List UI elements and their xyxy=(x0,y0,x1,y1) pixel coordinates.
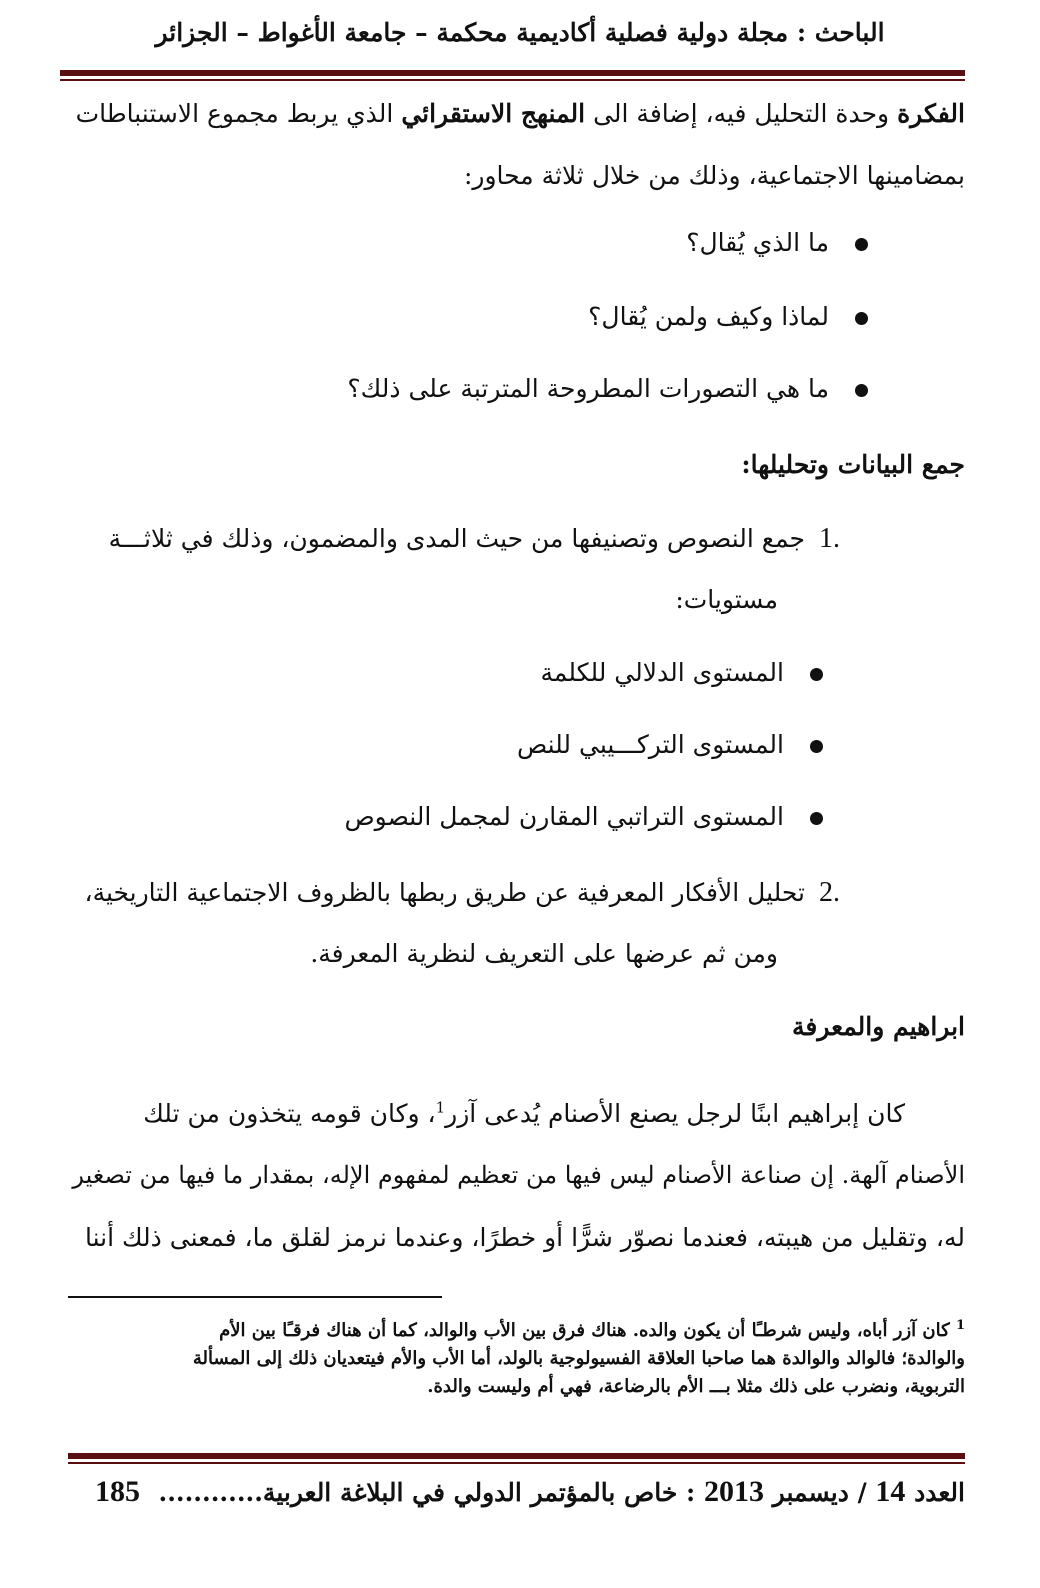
header-rule xyxy=(60,70,965,76)
level-text: المستوى التركـــيبي للنص xyxy=(516,730,784,759)
footnote-separator xyxy=(68,1296,442,1298)
bullet-icon xyxy=(855,238,868,251)
intro-text-b: الذي يربط مجموع الاستنباطات xyxy=(75,99,402,128)
item-text: تحليل الأفكار المعرفية عن طريق ربطها بالظروف الاجتماعية التاريخية، xyxy=(84,878,805,907)
item-text: جمع النصوص وتصنيفها من حيث المدى والمضمون، وذلك في ثلاثـــة xyxy=(108,524,805,553)
intro-text-a: وحدة التحليل فيه، إضافة الى xyxy=(585,99,898,128)
footer-rule-thin xyxy=(68,1462,965,1464)
intro-bold-term-2: المنهج الاستقرائي xyxy=(401,99,586,128)
running-header: الباحث : مجلة دولية فصلية أكاديمية محكمة – جامعة الأغواط – الجزائر xyxy=(155,18,885,47)
footnote-ref: 1 xyxy=(435,1098,446,1117)
footer-journal-info xyxy=(158,1475,965,1509)
numbered-item-1-cont: مستويات: xyxy=(675,585,778,614)
footer-slash: / xyxy=(848,1478,876,1507)
level-item xyxy=(517,730,823,759)
question-item xyxy=(686,228,868,257)
bullet-icon xyxy=(855,312,868,325)
footer-year: 2013 xyxy=(703,1475,764,1508)
footnote xyxy=(64,1316,965,1401)
question-text: لماذا وكيف ولمن يُقال؟ xyxy=(588,302,829,331)
footer-month: ديسمبر xyxy=(763,1478,849,1507)
footer-conference: : خاص بالمؤتمر الدولي في البلاغة العربية............ xyxy=(158,1478,704,1507)
question-text: ما الذي يُقال؟ xyxy=(686,228,829,257)
intro-line-1 xyxy=(62,98,965,129)
footnote-line-1 xyxy=(64,1316,965,1345)
body-text-b: ، وكان قومه يتخذون من تلك xyxy=(143,1099,436,1128)
footnote-text-1: كان آزر أباه، وليس شرطـًا أن يكون والده. هناك فرق بين الأب والوالد، كما أن هناك فرقـًا بين الأم xyxy=(219,1320,956,1341)
level-text: المستوى الدلالي للكلمة xyxy=(540,658,784,687)
footnote-line-3: التربوية، ونضرب على ذلك مثلا بـــ الأم بالرضاعة، فهي أم وليست والدة. xyxy=(427,1375,965,1397)
question-item xyxy=(588,302,868,331)
footer-issue-number: 14 xyxy=(875,1475,906,1508)
level-text: المستوى التراتبي المقارن لمجمل النصوص xyxy=(344,802,784,831)
bullet-icon xyxy=(810,668,823,681)
body-text-a: كان إبراهيم ابنًا لرجل يصنع الأصنام يُدعى آزر xyxy=(445,1099,905,1128)
numbered-item-1 xyxy=(66,523,840,555)
item-number: 1. xyxy=(819,523,840,554)
numbered-item-2-cont: ومن ثم عرضها على التعريف لنظرية المعرفة. xyxy=(310,939,778,968)
bullet-icon xyxy=(810,740,823,753)
level-item xyxy=(541,658,823,687)
body-line-1 xyxy=(62,1098,965,1129)
footnote-mark: 1 xyxy=(955,1318,965,1333)
question-text: ما هي التصورات المطروحة المترتبة على ذلك؟ xyxy=(347,374,829,403)
footer-issue-label: العدد xyxy=(905,1478,965,1507)
question-item xyxy=(347,374,868,403)
page-number: 185 xyxy=(95,1475,140,1508)
footer-rule xyxy=(68,1453,965,1459)
header-rule-thin xyxy=(60,79,965,81)
item-number: 2. xyxy=(819,877,840,908)
bullet-icon xyxy=(855,384,868,397)
section-heading-data: جمع البيانات وتحليلها: xyxy=(741,450,965,479)
body-line-3: له، وتقليل من هيبته، فعندما نصوّر شرًّا أو خطرًا، وعندما نرمز لقلق ما، فمعنى ذلك أننا xyxy=(84,1223,965,1252)
intro-line-2: بمضامينها الاجتماعية، وذلك من خلال ثلاثة محاور: xyxy=(463,161,965,190)
footnote-line-2: والوالدة؛ فالوالد والوالدة هما صاحبا العلاقة الفسيولوجية بالولد، أما الأب والأم فيتعديان ذلك إلى المسألة xyxy=(192,1347,965,1369)
body-line-2: الأصنام آلهة. إن صناعة الأصنام ليس فيها من تعظيم لمفهوم الإله، بمقدار ما فيها من تصغير xyxy=(72,1161,965,1189)
numbered-item-2 xyxy=(85,877,841,909)
bullet-icon xyxy=(810,812,823,825)
section-heading-abraham: ابراهيم والمعرفة xyxy=(791,1012,965,1041)
level-item xyxy=(344,802,823,831)
intro-bold-term-1: الفكرة xyxy=(897,99,965,128)
